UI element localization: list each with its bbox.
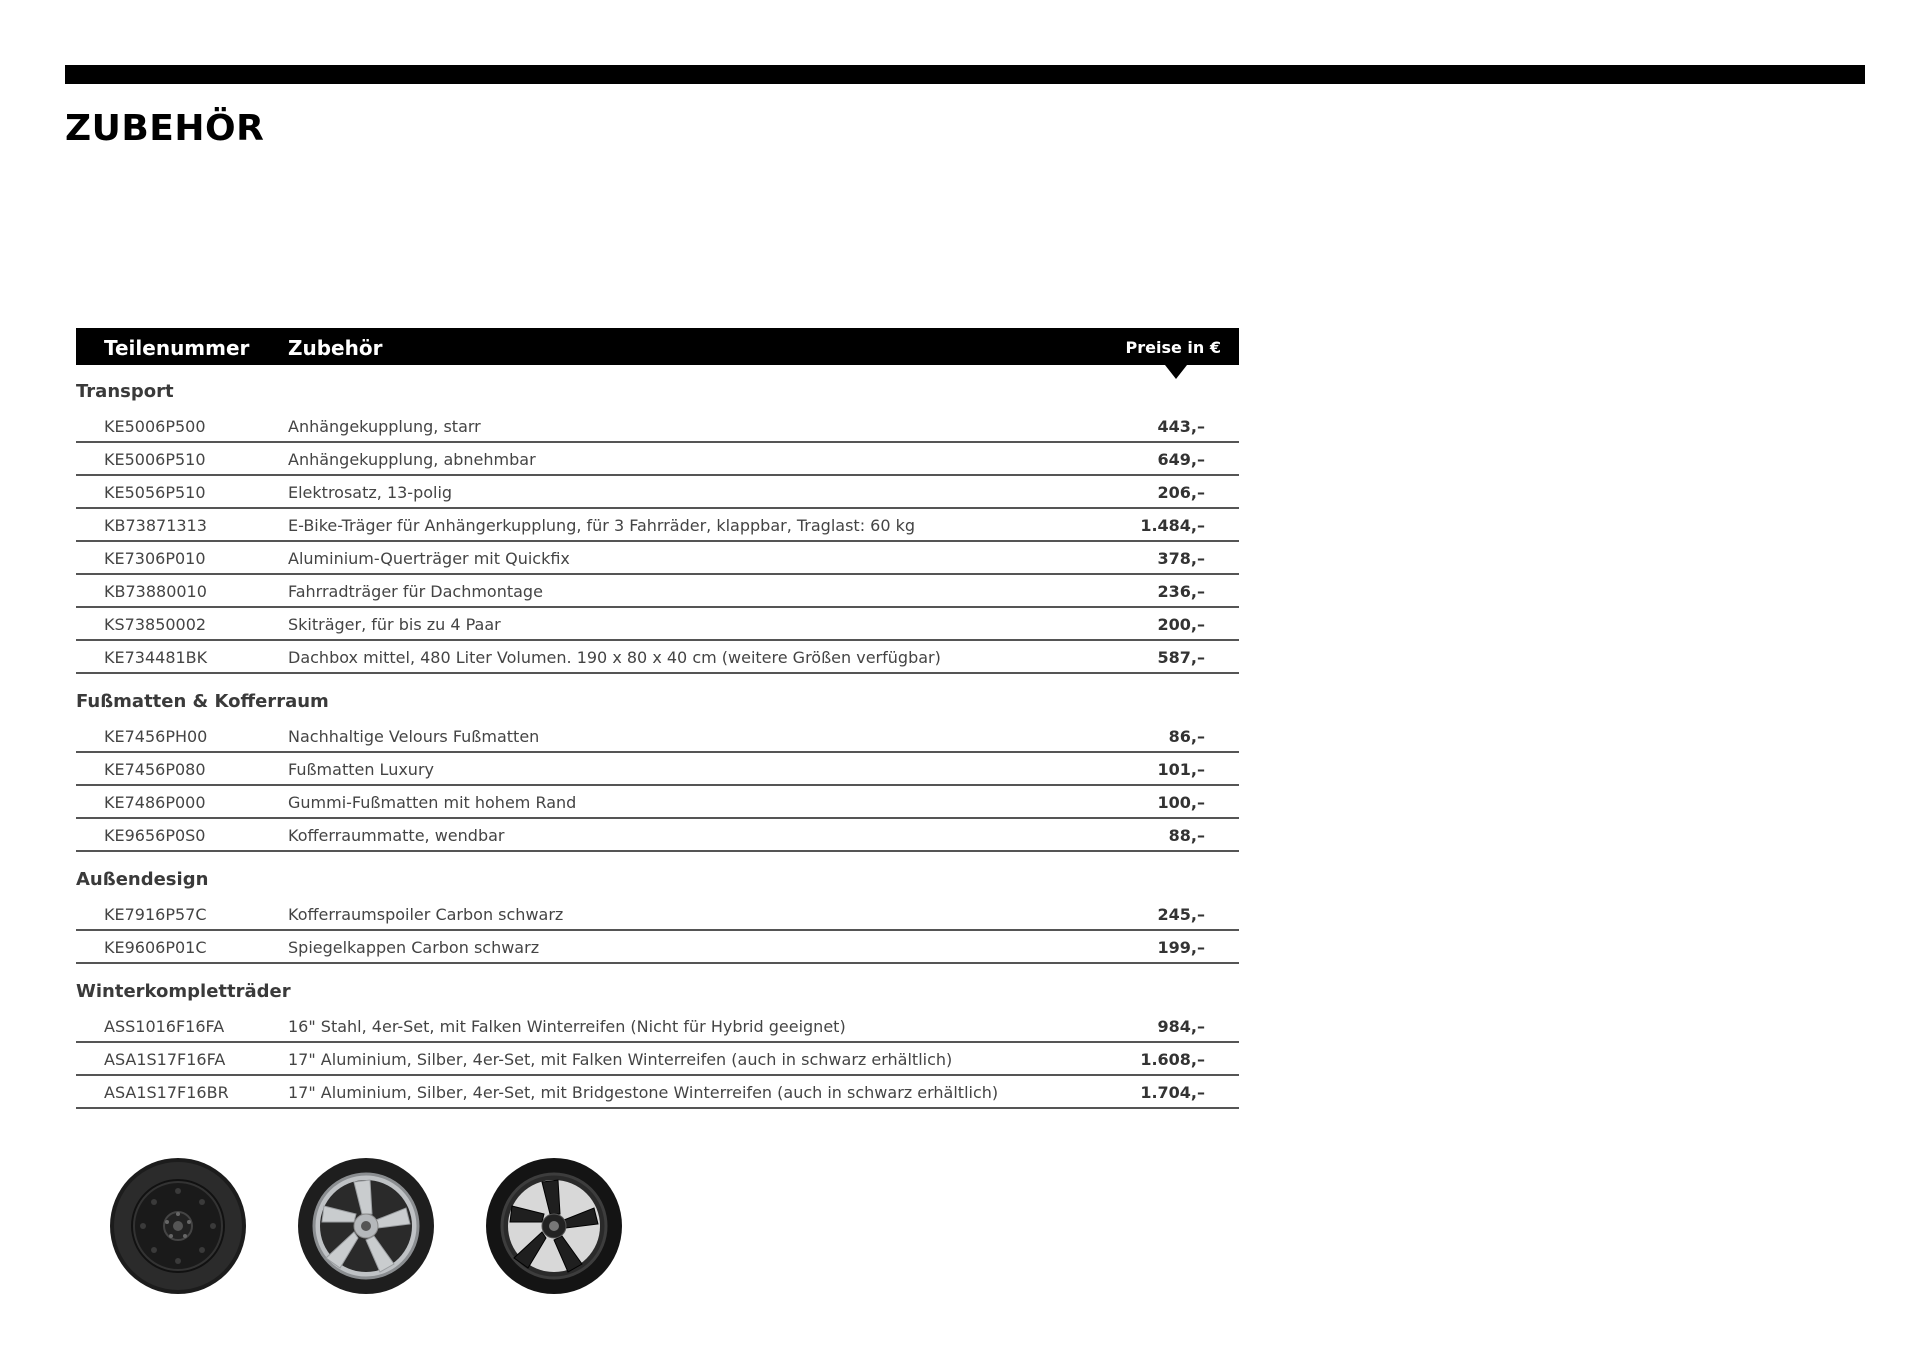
section-title: Transport xyxy=(76,381,174,402)
part-number-cell: KE7456PH00 xyxy=(104,727,208,746)
description-cell: Aluminium-Querträger mit Quickfix xyxy=(288,549,570,568)
price-column-separator xyxy=(1117,575,1119,606)
table-row xyxy=(76,720,1239,753)
part-number-cell: KE9606P01C xyxy=(104,938,207,957)
description-cell: Gummi-Fußmatten mit hohem Rand xyxy=(288,793,577,812)
price-column-separator xyxy=(1117,786,1119,817)
price-column-separator xyxy=(1117,931,1119,962)
price-column-separator xyxy=(1117,410,1119,441)
part-number-cell: KE9656P0S0 xyxy=(104,826,206,845)
part-number-cell: KB73871313 xyxy=(104,516,207,535)
part-number-cell: KE7916P57C xyxy=(104,905,207,924)
description-cell: Anhängekupplung, abnehmbar xyxy=(288,450,536,469)
part-number-cell: KS73850002 xyxy=(104,615,207,634)
price-column-separator xyxy=(1117,476,1119,507)
table-row xyxy=(76,931,1239,964)
price-cell: 86,– xyxy=(1168,727,1205,746)
price-column-separator xyxy=(1117,1010,1119,1041)
price-cell: 587,– xyxy=(1157,648,1205,667)
price-cell: 984,– xyxy=(1157,1017,1205,1036)
price-cell: 1.484,– xyxy=(1140,516,1205,535)
silver-alloy-wheel-image xyxy=(296,1156,436,1296)
table-row xyxy=(76,410,1239,443)
header-price: Preise in € xyxy=(1125,338,1221,357)
part-number-cell: KE5006P510 xyxy=(104,450,206,469)
description-cell: 17" Aluminium, Silber, 4er-Set, mit Bridgestone Winterreifen (auch in schwarz erhältlich) xyxy=(288,1083,999,1102)
price-column-separator xyxy=(1117,819,1119,850)
part-number-cell: KE734481BK xyxy=(104,648,208,667)
description-cell: 17" Aluminium, Silber, 4er-Set, mit Falken Winterreifen (auch in schwarz erhältlich) xyxy=(288,1050,953,1069)
part-number-cell: KB73880010 xyxy=(104,582,207,601)
price-column-separator xyxy=(1117,542,1119,573)
price-cell: 101,– xyxy=(1157,760,1205,779)
price-column-separator xyxy=(1117,1076,1119,1107)
part-number-cell: ASA1S17F16FA xyxy=(104,1050,226,1069)
top-divider-bar xyxy=(65,65,1865,84)
price-cell: 206,– xyxy=(1157,483,1205,502)
page-title: ZUBEHÖR xyxy=(65,108,265,149)
part-number-cell: KE5056P510 xyxy=(104,483,206,502)
table-row xyxy=(76,786,1239,819)
price-cell: 100,– xyxy=(1157,793,1205,812)
black-alloy-wheel-image xyxy=(484,1156,624,1296)
table-header xyxy=(76,328,1239,365)
part-number-cell: ASA1S17F16BR xyxy=(104,1083,229,1102)
price-column-separator xyxy=(1117,1043,1119,1074)
price-cell: 1.608,– xyxy=(1140,1050,1205,1069)
table-row xyxy=(76,476,1239,509)
price-cell: 88,– xyxy=(1168,826,1205,845)
price-column-separator xyxy=(1117,509,1119,540)
table-row xyxy=(76,608,1239,641)
table-row xyxy=(76,753,1239,786)
price-cell: 200,– xyxy=(1157,615,1205,634)
table-row xyxy=(76,542,1239,575)
table-section xyxy=(76,365,1239,674)
table-row xyxy=(76,443,1239,476)
description-cell: E-Bike-Träger für Anhängerkupplung, für 3 Fahrräder, klappbar, Traglast: 60 kg xyxy=(288,516,916,535)
description-cell: Kofferraumspoiler Carbon schwarz xyxy=(288,905,564,924)
price-cell: 1.704,– xyxy=(1140,1083,1205,1102)
price-cell: 199,– xyxy=(1157,938,1205,957)
description-cell: Anhängekupplung, starr xyxy=(288,417,481,436)
part-number-cell: KE7486P000 xyxy=(104,793,206,812)
header-accessory: Zubehör xyxy=(288,336,383,360)
price-column-separator xyxy=(1117,443,1119,474)
table-row xyxy=(76,641,1239,674)
accessory-price-table xyxy=(76,328,1239,1109)
table-row xyxy=(76,509,1239,542)
table-row xyxy=(76,1043,1239,1076)
price-cell: 236,– xyxy=(1157,582,1205,601)
price-column-separator xyxy=(1117,641,1119,672)
description-cell: Nachhaltige Velours Fußmatten xyxy=(288,727,540,746)
section-title: Fußmatten & Kofferraum xyxy=(76,691,329,712)
table-row xyxy=(76,819,1239,852)
price-column-separator xyxy=(1117,898,1119,929)
price-column-separator xyxy=(1117,608,1119,639)
price-column-separator xyxy=(1117,753,1119,784)
table-row xyxy=(76,1010,1239,1043)
part-number-cell: KE5006P500 xyxy=(104,417,206,436)
table-body xyxy=(76,365,1239,1109)
header-part-number: Teilenummer xyxy=(104,336,250,360)
description-cell: 16" Stahl, 4er-Set, mit Falken Winterreifen (Nicht für Hybrid geeignet) xyxy=(288,1017,846,1036)
price-cell: 245,– xyxy=(1157,905,1205,924)
description-cell: Fahrradträger für Dachmontage xyxy=(288,582,543,601)
table-section xyxy=(76,964,1239,1109)
description-cell: Dachbox mittel, 480 Liter Volumen. 190 x 80 x 40 cm (weitere Größen verfügbar) xyxy=(288,648,941,667)
description-cell: Fußmatten Luxury xyxy=(288,760,434,779)
price-cell: 443,– xyxy=(1157,417,1205,436)
table-section xyxy=(76,674,1239,852)
description-cell: Elektrosatz, 13-polig xyxy=(288,483,453,502)
section-title: Außendesign xyxy=(76,869,209,890)
price-cell: 649,– xyxy=(1157,450,1205,469)
table-row xyxy=(76,1076,1239,1109)
steel-wheel-image xyxy=(108,1156,248,1296)
table-row xyxy=(76,575,1239,608)
table-row xyxy=(76,898,1239,931)
description-cell: Kofferraummatte, wendbar xyxy=(288,826,505,845)
part-number-cell: ASS1016F16FA xyxy=(104,1017,225,1036)
part-number-cell: KE7306P010 xyxy=(104,549,206,568)
part-number-cell: KE7456P080 xyxy=(104,760,206,779)
table-section xyxy=(76,852,1239,964)
price-column-separator xyxy=(1117,720,1119,751)
price-cell: 378,– xyxy=(1157,549,1205,568)
description-cell: Skiträger, für bis zu 4 Paar xyxy=(288,615,501,634)
description-cell: Spiegelkappen Carbon schwarz xyxy=(288,938,540,957)
section-title: Winterkompletträder xyxy=(76,981,291,1002)
